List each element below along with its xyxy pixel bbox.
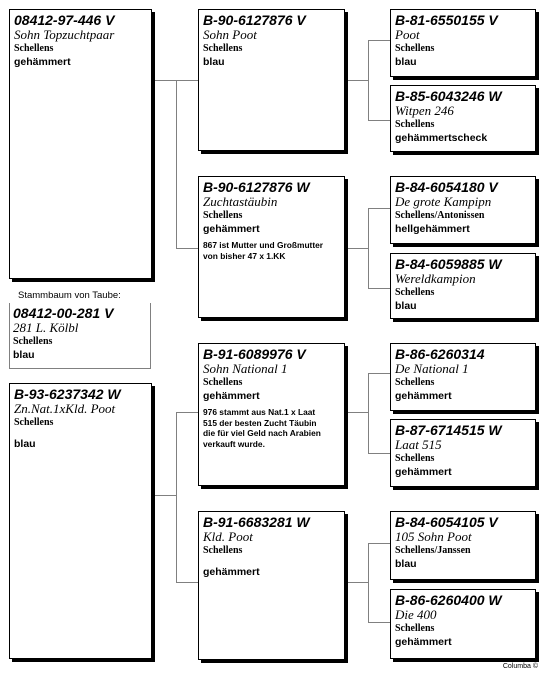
ring-number: B-90-6127876 V: [203, 12, 306, 28]
pigeon-card-fm[interactable]: [198, 176, 345, 318]
pigeon-card-mmf[interactable]: [390, 511, 536, 580]
pigeon-color: gehämmert: [203, 390, 260, 402]
connector-line: [345, 412, 368, 413]
ring-number: B-91-6089976 V: [203, 346, 306, 362]
pigeon-name: Poot: [395, 27, 420, 42]
connector-line: [176, 582, 198, 583]
ring-number: B-85-6043246 W: [395, 88, 502, 104]
breeder: Schellens/Janssen: [395, 545, 471, 556]
breeder: Schellens: [203, 43, 243, 54]
ring-number: B-84-6054105 V: [395, 514, 498, 530]
pigeon-note: 976 stammt aus Nat.1 x Laat 515 der besten Zucht Täubin die für viel Geld nach Arabien verkauft wurde.: [203, 407, 321, 449]
connector-line: [368, 208, 390, 209]
connector-line: [345, 582, 368, 583]
connector-line: [345, 80, 368, 81]
connector-line: [368, 373, 390, 374]
pigeon-name: Laat 515: [395, 437, 442, 452]
breeder: Schellens: [395, 453, 435, 464]
connector-line: [368, 543, 390, 544]
connector-line: [152, 80, 176, 81]
ring-number: B-84-6054180 V: [395, 179, 498, 195]
connector-line: [368, 453, 390, 454]
pigeon-color: gehämmert: [14, 56, 71, 68]
pigeon-card-mfm[interactable]: [390, 419, 536, 487]
pigeon-card-ff[interactable]: [198, 9, 345, 151]
connector-line: [368, 288, 390, 289]
connector-line: [368, 208, 369, 288]
pigeon-name: Witpen 246: [395, 103, 454, 118]
connector-line: [368, 40, 390, 41]
breeder: Schellens: [395, 377, 435, 388]
pigeon-name: Sohn Poot: [203, 27, 257, 42]
ring-number: B-86-6260400 W: [395, 592, 502, 608]
pigeon-color: gehämmertscheck: [395, 132, 488, 144]
pigeon-note: 867 ist Mutter und Großmutter von bisher 47 x 1.KK: [203, 240, 324, 261]
pigeon-color: blau: [395, 56, 417, 68]
pigeon-card-mother[interactable]: [9, 383, 152, 659]
ring-number: B-81-6550155 V: [395, 12, 498, 28]
pigeon-name: Sohn Topzuchtpaar: [14, 27, 115, 42]
pigeon-card-ffm[interactable]: [390, 85, 536, 152]
breeder: Schellens: [203, 377, 243, 388]
connector-line: [368, 373, 369, 453]
pigeon-name: Kld. Poot: [203, 529, 253, 544]
connector-line: [176, 80, 177, 248]
breeder: Schellens: [395, 623, 435, 634]
pigeon-color: blau: [395, 300, 417, 312]
connector-line: [176, 412, 177, 582]
ring-number: B-87-6714515 W: [395, 422, 502, 438]
pigeon-card-mf[interactable]: [198, 343, 345, 486]
ring-number: 08412-97-446 V: [14, 12, 115, 28]
breeder: Schellens: [395, 43, 435, 54]
breeder: Schellens: [14, 417, 54, 428]
connector-line: [152, 495, 176, 496]
pigeon-name: De grote Kampipn: [395, 194, 492, 209]
pigeon-color: gehämmert: [395, 466, 452, 478]
breeder: Schellens: [14, 43, 54, 54]
pigeon-color: blau: [395, 558, 417, 570]
connector-line: [176, 248, 198, 249]
pigeon-color: gehämmert: [203, 566, 260, 578]
breeder: Schellens: [13, 336, 53, 347]
pigeon-card-mmm[interactable]: [390, 589, 536, 659]
pigeon-card-subject[interactable]: [9, 303, 152, 368]
pigeon-card-fff[interactable]: [390, 9, 536, 77]
pigeon-color: gehämmert: [395, 636, 452, 648]
breeder: Schellens: [203, 210, 243, 221]
pigeon-name: Zn.Nat.1xKld. Poot: [14, 401, 116, 416]
breeder: Schellens: [203, 545, 243, 556]
breeder: Schellens/Antonissen: [395, 210, 485, 221]
subject-frame-label: Stammbaum von Taube:: [9, 289, 151, 303]
connector-line: [368, 543, 369, 622]
ring-number: B-84-6059885 W: [395, 256, 502, 272]
ring-number: B-86-6260314: [395, 346, 485, 362]
pigeon-color: gehämmert: [203, 223, 260, 235]
pigeon-color: hellgehämmert: [395, 223, 470, 235]
pigeon-name: De National 1: [395, 361, 469, 376]
pigeon-card-father[interactable]: [9, 9, 152, 279]
pigeon-name: 281 L. Kölbl: [13, 320, 79, 335]
pigeon-card-mff[interactable]: [390, 343, 536, 411]
ring-number: 08412-00-281 V: [13, 305, 114, 321]
pigeon-name: Wereldkampion: [395, 271, 476, 286]
breeder: Schellens: [395, 287, 435, 298]
connector-line: [368, 40, 369, 120]
pigeon-card-mm[interactable]: [198, 511, 345, 660]
connector-line: [368, 120, 390, 121]
pigeon-card-fmm[interactable]: [390, 253, 536, 319]
pigeon-name: Zuchtastäubin: [203, 194, 278, 209]
pigeon-color: blau: [14, 438, 36, 450]
breeder: Schellens: [395, 119, 435, 130]
pigeon-name: Sohn National 1: [203, 361, 288, 376]
pigeon-color: blau: [13, 349, 35, 361]
connector-line: [345, 248, 368, 249]
ring-number: B-93-6237342 W: [14, 386, 121, 402]
connector-line: [368, 622, 390, 623]
pigeon-name: Die 400: [395, 607, 437, 622]
pigeon-color: blau: [203, 56, 225, 68]
ring-number: B-91-6683281 W: [203, 514, 310, 530]
footer-credit: Columba ©: [502, 663, 538, 670]
connector-line: [176, 80, 198, 81]
connector-line: [176, 412, 198, 413]
pigeon-color: gehämmert: [395, 390, 452, 402]
pigeon-name: 105 Sohn Poot: [395, 529, 472, 544]
ring-number: B-90-6127876 W: [203, 179, 310, 195]
pigeon-card-fmf[interactable]: [390, 176, 536, 244]
